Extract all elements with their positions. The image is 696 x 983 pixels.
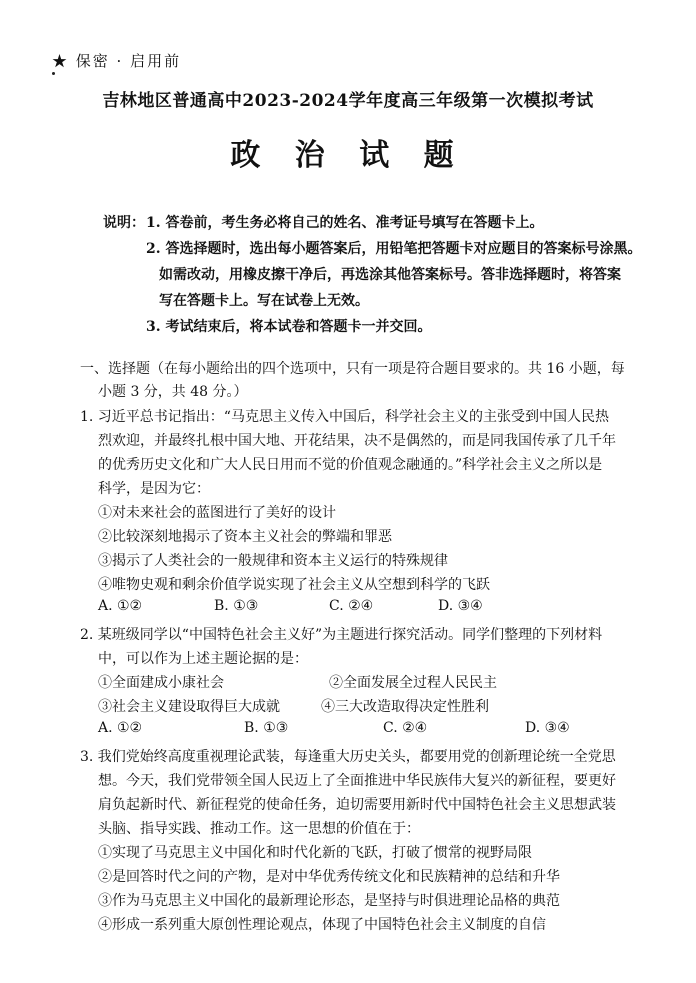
q1-item-3: ③揭示了人类社会的一般规律和资本主义运行的特殊规律 — [98, 553, 448, 569]
q3-stem-line-2: 想。今天，我们党带领全国人民迈上了全面推进中华民族伟大复兴的新征程，要更好 — [98, 773, 616, 789]
q1-item-4: ④唯物史观和剩余价值学说实现了社会主义从空想到科学的飞跃 — [98, 577, 490, 593]
q3-item-3: ③作为马克思主义中国化的最新理论形态，是坚持与时俱进理论品格的典范 — [98, 893, 560, 909]
q2-option-b: B. ①③ — [244, 720, 289, 736]
q3-stem-line-1: 3. 我们党始终高度重视理论武装，每逢重大历史关头，都要用党的创新理论统一全党思 — [80, 749, 616, 765]
q2-option-a: A. ①② — [98, 720, 143, 736]
q1-stem-line-3: 的优秀历史文化和广大人民日用而不觉的价值观念融通的。”科学社会主义之所以是 — [98, 457, 603, 473]
q1-option-d: D. ③④ — [438, 598, 483, 614]
q2-option-c: C. ②④ — [383, 720, 428, 736]
q3-item-2: ②是回答时代之问的产物，是对中华优秀传统文化和民族精神的总结和升华 — [98, 869, 560, 885]
q1-option-c: C. ②④ — [329, 598, 374, 614]
instruction-2-cont: 如需改动，用橡皮擦干净后，再选涂其他答案标号。答非选择题时，将答案 — [159, 267, 621, 283]
instruction-2: 2. 答选择题时，选出每小题答案后，用铅笔把答题卡对应题目的答案标号涂黑。 — [146, 241, 642, 257]
section-header: 一、选择题（在每小题给出的四个选项中，只有一项是符合题目要求的。共 16 小题，每 — [80, 361, 625, 377]
confidential-mark: ★ 保密 · 启用前 — [52, 52, 182, 70]
q1-stem-line-2: 烈欢迎，并最终扎根中国大地、开花结果，决不是偶然的，而是同我国传承了几千年 — [98, 433, 616, 449]
q1-option-a: A. ①② — [98, 598, 143, 614]
q1-stem-line-4: 科学，是因为它： — [98, 481, 210, 497]
section-header-cont: 小题 3 分，共 48 分。） — [98, 384, 248, 400]
q3-stem-line-3: 肩负起新时代、新征程党的使命任务，迫切需要用新时代中国特色社会主义思想武装 — [98, 797, 616, 813]
q2-item-4: ④三大改造取得决定性胜利 — [321, 699, 489, 715]
instruction-2-cont2: 写在答题卡上。写在试卷上无效。 — [159, 293, 369, 309]
q2-item-2: ②全面发展全过程人民民主 — [329, 675, 497, 691]
q1-stem-line-1: 1. 习近平总书记指出：“马克思主义传入中国后，科学社会主义的主张受到中国人民热 — [80, 409, 609, 425]
q2-stem-line-2: 中，可以作为上述主题论据的是： — [98, 651, 308, 667]
q2-option-d: D. ③④ — [525, 720, 570, 736]
q3-item-1: ①实现了马克思主义中国化和时代化新的飞跃，打破了惯常的视野局限 — [98, 845, 532, 861]
q3-item-4: ④形成一系列重大原创性理论观点，体现了中国特色社会主义制度的自信 — [98, 917, 546, 933]
q2-stem-line-1: 2. 某班级同学以“中国特色社会主义好”为主题进行探究活动。同学们整理的下列材料 — [80, 627, 603, 643]
instruction-1: 1. 答卷前，考生务必将自己的姓名、准考证号填写在答题卡上。 — [146, 215, 544, 231]
instructions-lead: 说明： — [103, 215, 145, 231]
q3-stem-line-4: 头脑、指导实践、推动工作。这一思想的价值在于： — [98, 821, 420, 837]
q2-item-1: ①全面建成小康社会 — [98, 675, 224, 691]
exam-title: 吉林地区普通高中2023-2024学年度高三年级第一次模拟考试 — [102, 91, 594, 111]
subject-title: 政 治 试 题 — [230, 138, 466, 173]
bullet-dot — [52, 72, 55, 75]
q1-item-2: ②比较深刻地揭示了资本主义社会的弊端和罪恶 — [98, 529, 392, 545]
q2-item-3: ③社会主义建设取得巨大成就 — [98, 699, 280, 715]
q1-item-1: ①对未来社会的蓝图进行了美好的设计 — [98, 505, 336, 521]
instruction-3: 3. 考试结束后，将本试卷和答题卡一并交回。 — [146, 319, 432, 335]
q1-option-b: B. ①③ — [214, 598, 259, 614]
